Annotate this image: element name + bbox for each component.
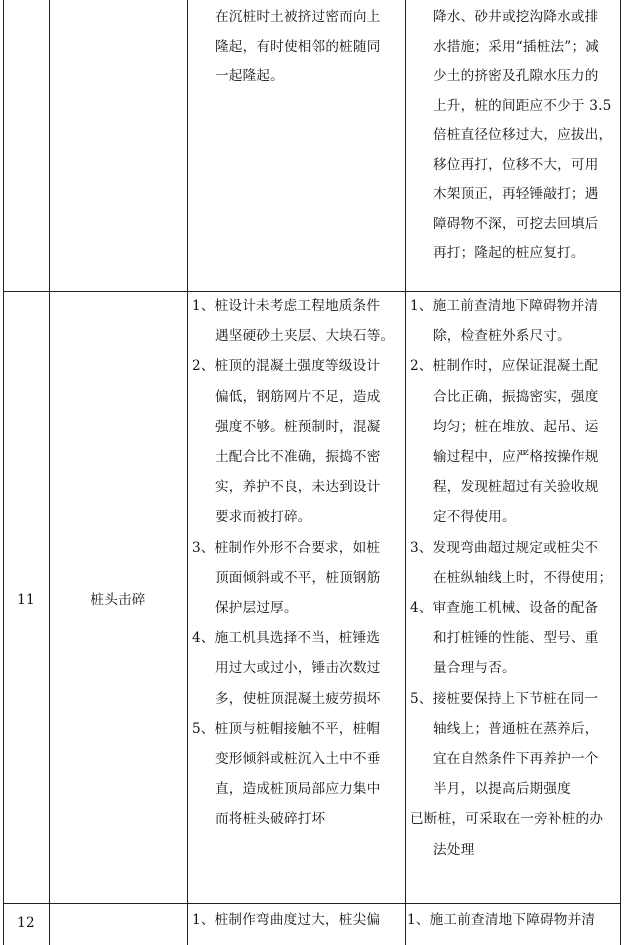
text-line: 已断桩，可采取在一旁补桩的办 [410,811,604,827]
text-line: 再打；隆起的桩应复打。 [433,245,585,261]
text-line: 3、桩制作外形不合要求，如桩 [192,540,381,556]
text-line: 和打桩锤的性能、型号、重 [433,630,599,646]
row-divider-top [3,291,621,292]
text-line: 程，发现桩超过有关验收规 [433,479,599,495]
text-line: 偏低，钢筋网片不足，造成 [215,389,381,405]
text-line: 5、接桩要保持上下节桩在同一 [410,691,599,707]
text-line: 半月，以提高后期强度 [433,781,571,797]
text-line: 定不得使用。 [433,509,516,525]
row-number: 12 [17,915,35,931]
text-line: 4、施工机具选择不当，桩锤选 [192,630,381,646]
text-line: 一起隆起。 [215,68,284,84]
text-line: 实，养护不良，未达到设计 [215,479,381,495]
text-line: 移位再打，位移不大，可用 [433,157,599,173]
text-line: 宜在自然条件下再养护一个 [433,751,599,767]
text-line: 4、审查施工机械、设备的配备 [410,600,599,616]
text-line: 隆起，有时使相邻的桩随同 [215,39,381,55]
row-divider-bottom [3,903,621,904]
text-line: 水措施；采用“插桩法”；减 [433,39,600,55]
text-line: 在沉桩时土被挤过密而向上 [215,9,381,25]
text-line: 遇坚硬砂土夹层、大块石等。 [215,328,395,344]
text-line: 5、桩顶与桩帽接触不平，桩帽 [192,721,381,737]
row-number: 11 [17,592,35,608]
text-line: 直，造成桩顶局部应力集中 [215,781,381,797]
text-line: 而将桩头破碎打坏 [215,811,326,827]
text-line: 顶面倾斜或不平，桩顶钢筋 [215,570,381,586]
table-border-left [3,0,4,945]
text-line: 量合理与否。 [433,660,516,676]
text-line: 除，检查桩外系尺寸。 [433,328,571,344]
text-line: 障碍物不深，可挖去回填后 [433,216,599,232]
text-line: 保护层过厚。 [215,600,298,616]
text-line: 变形倾斜或桩沉入土中不垂 [215,751,381,767]
text-line: 1、桩设计未考虑工程地质条件 [192,298,381,314]
text-line: 多，使桩顶混凝土疲劳损坏 [215,691,381,707]
defect-name: 桩头击碎 [90,592,146,608]
text-line: 法处理 [433,842,475,858]
measure-line: 1、施工前查清地下障碍物并清 [407,912,596,928]
text-line: 在桩纵轴线上时，不得使用； [433,570,613,586]
text-line: 2、桩制作时，应保证混凝土配 [410,358,599,374]
text-line: 轴线上；普通桩在蒸养后， [433,721,599,737]
text-line: 降水、砂井或挖沟降水或排 [433,9,599,25]
table-border-right [620,0,621,945]
text-line: 要求而被打碎。 [215,509,312,525]
text-line: 木架顶正，再轻锤敲打；遇 [433,186,599,202]
text-line: 倍桩直径位移过大，应拔出， [433,127,613,143]
cause-line: 1、桩制作弯曲度过大，桩尖偏 [192,912,381,928]
table-col-divider-2 [187,0,188,945]
text-line: 2、桩顶的混凝土强度等级设计 [192,358,381,374]
text-line: 土配合比不准确，振捣不密 [215,449,381,465]
text-line: 少土的挤密及孔隙水压力的 [433,68,599,84]
text-line: 1、施工前查清地下障碍物并清 [410,298,599,314]
text-line: 用过大或过小，锤击次数过 [215,660,381,676]
table-col-divider-1 [49,0,50,945]
text-line: 均匀；桩在堆放、起吊、运 [433,419,599,435]
text-line: 输过程中，应严格按操作规 [433,449,599,465]
text-line: 上升，桩的间距应不少于 3.5 [433,98,612,114]
text-line: 强度不够。桩预制时，混凝 [215,419,381,435]
text-line: 合比正确，振捣密实，强度 [433,389,599,405]
text-line: 3、发现弯曲超过规定或桩尖不 [410,540,599,556]
table-col-divider-3 [405,0,406,945]
